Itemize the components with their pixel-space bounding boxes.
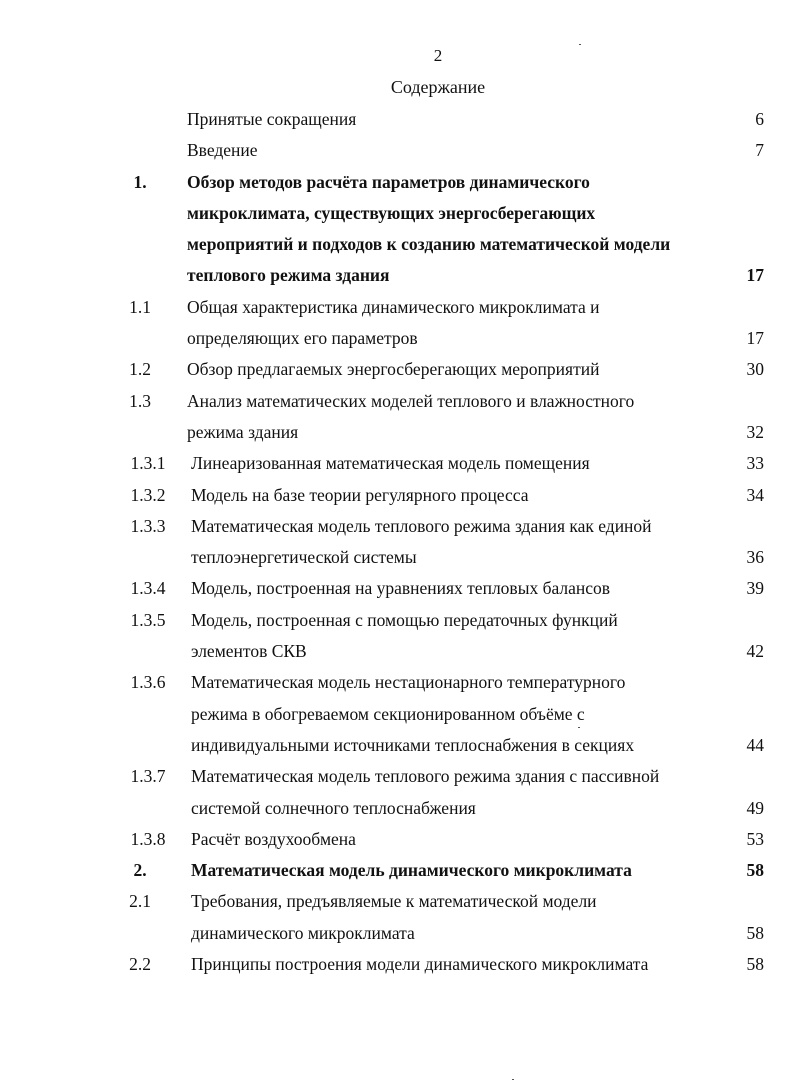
toc-entry-text: Введение: [187, 140, 258, 161]
toc-line: [0, 417, 794, 448]
toc-entry-text: Модель, построенная с помощью передаточных функций: [191, 609, 618, 630]
toc-entry-number: 1.1: [129, 296, 151, 317]
toc-entry-text: Обзор предлагаемых энергосберегающих мероприятий: [187, 359, 600, 380]
toc-line: [0, 573, 794, 604]
toc-entry-text: Расчёт воздухообмена: [191, 828, 356, 849]
toc-entry-text: системой солнечного теплоснабжения: [191, 797, 476, 818]
toc-entry-number: 1.2: [129, 359, 151, 380]
toc-entry-number: 2.: [133, 860, 147, 881]
toc-line: [0, 386, 794, 417]
toc-entry-text: элементов СКВ: [191, 641, 307, 662]
toc-entry-text: теплового режима здания: [187, 265, 390, 286]
toc-line: [0, 135, 794, 166]
toc-page-number: 32: [746, 421, 764, 442]
toc-page-number: 17: [746, 328, 764, 349]
toc-entry-number: 1.3.5: [130, 609, 166, 630]
toc-line: [0, 542, 794, 573]
toc-entry-text: динамического микроклимата: [191, 922, 415, 943]
table-of-contents: [0, 104, 794, 980]
toc-entry-number: 1.3.1: [130, 453, 166, 474]
toc-entry-text: микроклимата, существующих энергосберегающих: [187, 202, 596, 223]
toc-page-number: 30: [746, 359, 764, 380]
toc-entry-text: определяющих его параметров: [187, 328, 418, 349]
toc-entry-number: 1.3.2: [130, 484, 166, 505]
toc-entry-text: Математическая модель теплового режима здания с пассивной: [191, 766, 660, 787]
toc-entry-text: Общая характеристика динамического микроклимата и: [187, 296, 600, 317]
toc-page-number: 42: [746, 641, 764, 662]
toc-page-number: 17: [746, 265, 764, 286]
toc-entry-number: 2.2: [129, 954, 151, 975]
toc-line: [0, 667, 794, 698]
toc-entry-text: Требования, предъявляемые к математической модели: [191, 891, 597, 912]
toc-entry-number: 1.3.3: [130, 515, 166, 536]
toc-line: [0, 354, 794, 385]
scan-speck: [579, 44, 581, 45]
toc-line: [0, 480, 794, 511]
toc-page-number: 34: [746, 484, 764, 505]
page-number: 2: [433, 46, 443, 65]
toc-line: [0, 448, 794, 479]
toc-entry-text: Анализ математических моделей теплового и влажностного: [187, 390, 635, 411]
toc-line: [0, 824, 794, 855]
toc-line: [0, 855, 794, 886]
toc-line: [0, 636, 794, 667]
toc-entry-number: 1.3.4: [130, 578, 166, 599]
toc-page-number: 58: [746, 922, 764, 943]
toc-entry-number: 1.: [133, 171, 147, 192]
toc-entry-number: 1.3.7: [130, 766, 166, 787]
toc-entry-text: режима здания: [187, 421, 299, 442]
toc-line: [0, 949, 794, 980]
toc-entry-text: Математическая модель динамического микроклимата: [191, 860, 632, 881]
toc-line: [0, 260, 794, 291]
toc-page-number: 7: [755, 140, 764, 161]
toc-page-number: 44: [746, 734, 764, 755]
toc-entry-text: Модель, построенная на уравнениях тепловых балансов: [191, 578, 611, 599]
toc-entry-text: Линеаризованная математическая модель помещения: [191, 453, 590, 474]
toc-line: [0, 699, 794, 730]
toc-entry-text: индивидуальными источниками теплоснабжения в секциях: [191, 734, 635, 755]
toc-entry-text: Модель на базе теории регулярного процесса: [191, 484, 529, 505]
toc-line: [0, 730, 794, 761]
scan-speck: [512, 1079, 514, 1080]
toc-page-number: 58: [746, 954, 764, 975]
toc-entry-text: теплоэнергетической системы: [191, 547, 417, 568]
toc-entry-text: мероприятий и подходов к созданию математической модели: [187, 234, 671, 255]
toc-title: Содержание: [390, 77, 486, 97]
toc-line: [0, 886, 794, 917]
toc-line: [0, 104, 794, 135]
toc-entry-text: Принципы построения модели динамического микроклимата: [191, 954, 649, 975]
toc-line: [0, 229, 794, 260]
toc-line: [0, 793, 794, 824]
toc-entry-number: 1.3.8: [130, 828, 166, 849]
toc-line: [0, 918, 794, 949]
toc-entry-text: Математическая модель теплового режима здания как единой: [191, 515, 652, 536]
toc-line: [0, 761, 794, 792]
toc-page-number: 53: [746, 828, 764, 849]
toc-line: [0, 323, 794, 354]
scan-speck: [578, 727, 580, 728]
toc-entry-number: 2.1: [129, 891, 151, 912]
toc-line: [0, 167, 794, 198]
toc-entry-number: 1.3: [129, 390, 151, 411]
toc-line: [0, 198, 794, 229]
toc-page-number: 58: [746, 860, 764, 881]
toc-line: [0, 292, 794, 323]
toc-entry-text: Обзор методов расчёта параметров динамического: [187, 171, 590, 192]
toc-page-number: 33: [746, 453, 764, 474]
toc-page-number: 36: [746, 547, 764, 568]
toc-page-number: 6: [755, 109, 764, 129]
toc-page-number: 39: [746, 578, 764, 599]
toc-page-number: 49: [746, 797, 764, 818]
toc-line: [0, 605, 794, 636]
toc-line: [0, 511, 794, 542]
toc-entry-text: режима в обогреваемом секционированном объёме с: [191, 703, 585, 724]
toc-entry-text: Математическая модель нестационарного температурного: [191, 672, 626, 693]
toc-entry-number: 1.3.6: [130, 672, 166, 693]
toc-entry-text: Принятые сокращения: [187, 109, 357, 129]
